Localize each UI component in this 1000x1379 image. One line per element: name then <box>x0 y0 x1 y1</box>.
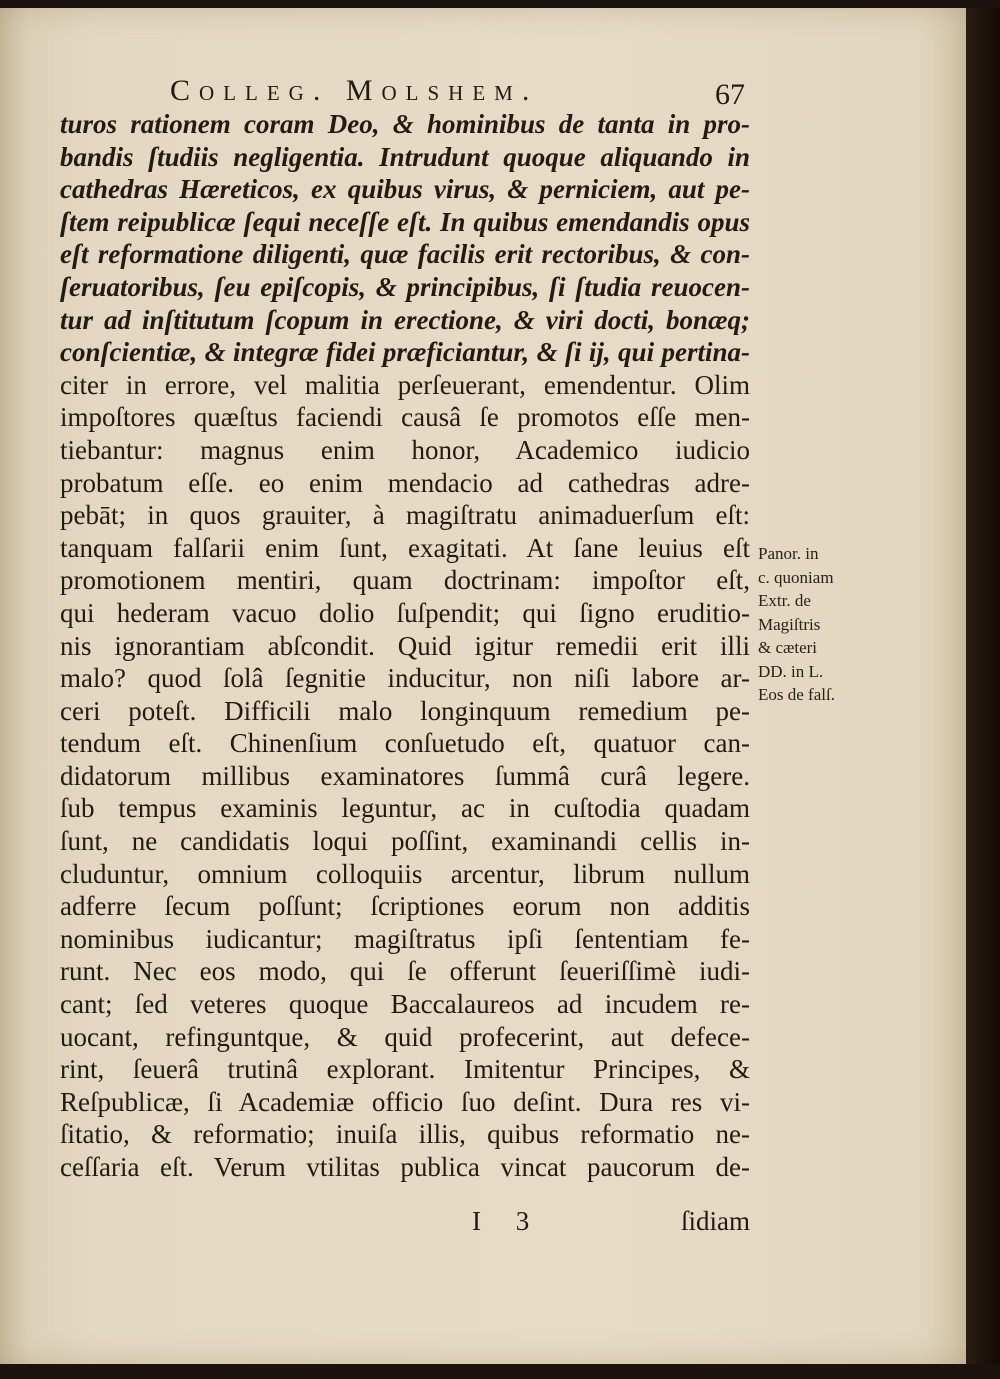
body-line: nominibus iudicantur; magiſtratus ipſi ſententiam fe- <box>60 923 750 954</box>
body-line: eſt reformatione diligenti, quæ facilis erit rectoribus, & con- <box>60 239 750 270</box>
body-line: didatorum millibus examinatores ſummâ curâ legere. <box>60 760 750 791</box>
signature-mark: I 3 <box>472 1206 544 1236</box>
body-line: ſeruatoribus, ſeu epiſcopis, & principibus, ſi ſtudia reuocen- <box>60 271 750 302</box>
body-line: adferre ſecum poſſunt; ſcriptiones eorum non additis <box>60 891 750 922</box>
body-line: ſub tempus examinis leguntur, ac in cuſtodia quadam <box>60 793 750 824</box>
margin-note-line: DD. in L. <box>758 661 824 681</box>
body-line: ceri poteſt. Difficili malo longinquum remedium pe- <box>60 695 750 726</box>
margin-note-line: Extr. de <box>758 591 811 610</box>
body-line: qui hederam vacuo dolio ſuſpendit; qui ſigno eruditio- <box>60 597 750 628</box>
book-page <box>0 8 966 1364</box>
body-line: nis ignorantiam abſcondit. Quid igitur remedii erit illi <box>60 630 750 661</box>
margin-note-line: Panor. in <box>758 544 819 563</box>
body-text <box>60 108 750 1184</box>
body-line: ſunt, ne candidatis loqui poſſint, examinandi cellis in- <box>60 826 750 857</box>
body-line: promotionem mentiri, quam doctrinam: impoſtor eſt, <box>60 565 750 596</box>
body-line: impoſtores quæſtus faciendi causâ ſe promotos eſſe men- <box>60 402 750 433</box>
body-line: tiebantur: magnus enim honor, Academico iudicio <box>60 434 750 465</box>
body-line: turos rationem coram Deo, & hominibus de tanta in pro- <box>60 109 750 139</box>
body-line: malo? quod ſolâ ſegnitie inducitur, non niſi labore ar- <box>60 663 750 694</box>
body-line: bandis ſtudiis negligentia. Intrudunt quoque aliquando in <box>60 141 750 172</box>
body-line: rint, ſeuerâ trutinâ explorant. Imitentur Principes, & <box>60 1054 750 1085</box>
body-line: cluduntur, omnium colloquiis arcentur, librum nullum <box>60 858 750 889</box>
body-line: probatum eſſe. eo enim mendacio ad cathedras adre- <box>60 467 750 498</box>
margin-note-line: Magiſtris <box>758 614 821 634</box>
body-line: uocant, refinguntque, & quid profecerint, aut defece- <box>60 1021 750 1052</box>
body-line: tur ad inſtitutum ſcopum in erectione, & viri docti, bonæq; <box>60 304 750 335</box>
body-line: pebāt; in quos grauiter, à magiſtratu animaduerſum eſt: <box>60 500 750 531</box>
body-line: ceſſaria eſt. Verum vtilitas publica vincat paucorum de- <box>60 1152 750 1182</box>
running-title: Colleg. Molshem. <box>170 74 539 107</box>
margin-notes <box>758 542 868 707</box>
body-line: ſtem reipublicæ ſequi neceſſe eſt. In quibus emendandis opus <box>60 206 750 237</box>
body-line: cant; ſed veteres quoque Baccalaureos ad incudem re- <box>60 989 750 1020</box>
body-line: cathedras Hæreticos, ex quibus virus, & perniciem, aut pe- <box>60 174 750 205</box>
body-line: conſcientiæ, & integræ fidei præficiantur, & ſi ij, qui pertina- <box>60 337 750 368</box>
body-line: runt. Nec eos modo, qui ſe offerunt ſeueriſſimè iudi- <box>60 956 750 987</box>
body-line: tanquam falſarii enim ſunt, exagitati. At ſane leuius eſt <box>60 532 750 563</box>
body-line: ſitatio, & reformatio; inuiſa illis, quibus reformatio ne- <box>60 1119 750 1150</box>
body-line: tendum eſt. Chinenſium conſuetudo eſt, quatuor can- <box>60 728 750 759</box>
page-edge <box>966 8 1000 1364</box>
body-line: citer in errore, vel malitia perſeuerant, emendentur. Olim <box>60 369 750 400</box>
margin-note-line: c. quoniam <box>758 567 834 587</box>
page-number: 67 <box>715 78 745 111</box>
body-line: Reſpublicæ, ſi Academiæ officio ſuo deſint. Dura res vi- <box>60 1086 750 1117</box>
margin-note-line: & cæteri <box>758 638 818 657</box>
margin-note-line: Eos de falſ. <box>758 685 835 704</box>
footer-line <box>60 1206 750 1240</box>
running-head <box>170 68 770 111</box>
catchword: ſidiam <box>681 1206 750 1236</box>
